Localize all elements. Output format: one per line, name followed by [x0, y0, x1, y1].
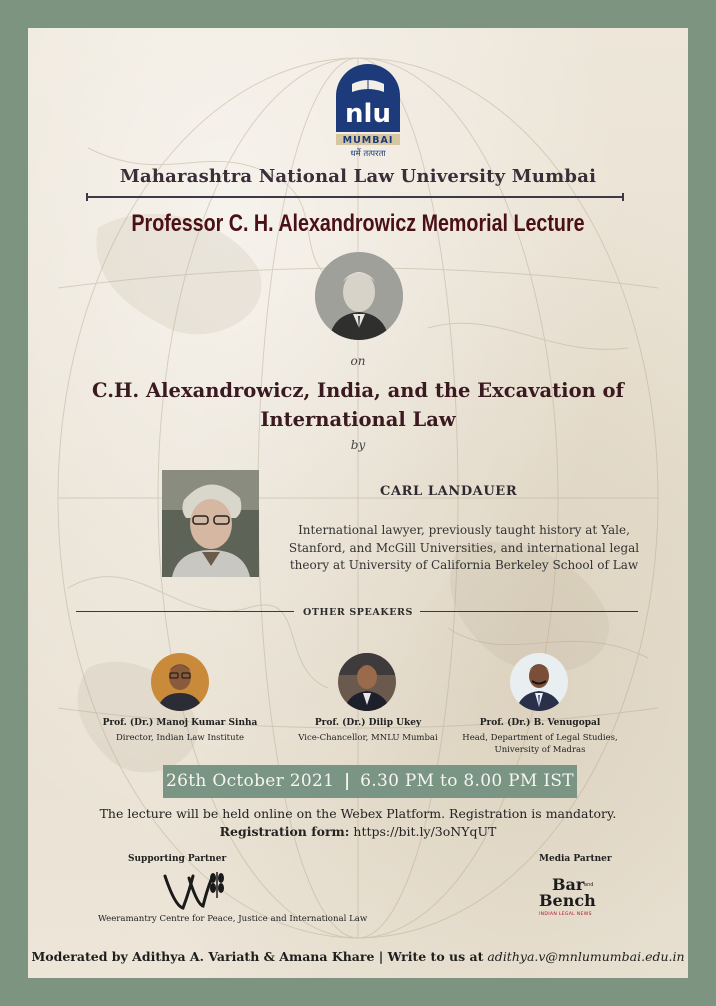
media-logo-line2: Bench: [539, 891, 596, 910]
talk-title: C.H. Alexandrowicz, India, and the Excavation of International Law: [92, 379, 624, 431]
event-date: 26th October 2021: [166, 771, 335, 791]
speaker-role-ukey: Vice-Chancellor, MNLU Mumbai: [298, 733, 438, 743]
speaker-role-venugopal: Head, Department of Legal Studies,: [462, 733, 618, 743]
weeramantry-centre-logo: [159, 868, 231, 912]
supporting-partner-label: Supporting Partner: [128, 854, 227, 864]
speaker-name-venugopal: Prof. (Dr.) B. Venugopal: [479, 718, 601, 728]
moderators-contact-line: [28, 949, 688, 964]
speaker-photo-sinha: [151, 653, 209, 711]
registration-line: [28, 824, 688, 839]
alexandrowicz-portrait: [315, 252, 403, 340]
speaker-photo-venugopal: [510, 653, 568, 711]
speaker-name-ukey: Prof. (Dr.) Dilip Ukey: [314, 718, 422, 728]
speaker-photo-ukey: [338, 653, 396, 711]
event-poster: [28, 28, 688, 978]
university-name: Maharashtra National Law University Mumbai: [119, 166, 597, 187]
logo-city-text: MUMBAI: [342, 135, 394, 146]
online-note: The lecture will be held online on the Webex Platform. Registration is mandatory.: [99, 806, 617, 821]
speaker-role-sinha: Director, Indian Law Institute: [115, 733, 245, 743]
date-separator: |: [343, 771, 351, 791]
media-logo-sub: INDIAN LEGAL NEWS: [539, 912, 592, 917]
bar-and-bench-logo: [538, 874, 608, 918]
main-speaker-name: CARL LANDAUER: [380, 484, 518, 499]
speaker-name-sinha: Prof. (Dr.) Manoj Kumar Sinha: [102, 718, 258, 728]
media-logo-line1: Bar: [552, 875, 585, 894]
logo-motto-text: धर्मे तत्परता: [350, 149, 386, 158]
registration-link[interactable]: https://bit.ly/3oNYqUT: [353, 824, 497, 839]
carl-landauer-photo: [162, 470, 259, 577]
on-label: on: [350, 354, 366, 368]
supporting-partner-name: Weeramantry Centre for Peace, Justice and International Law: [98, 914, 368, 924]
moderators-text: Moderated by Adithya A. Variath & Amana Khare | Write to us at: [31, 949, 484, 964]
speaker-role-venugopal-line2: University of Madras: [494, 745, 586, 755]
logo-main-text: nlu: [345, 99, 391, 129]
other-speakers-label: OTHER SPEAKERS: [302, 607, 414, 618]
title-divider: [86, 196, 624, 198]
contact-email[interactable]: adithya.v@mnlumumbai.edu.in: [487, 949, 685, 964]
divider-right: [420, 611, 638, 612]
registration-label: Registration form:: [219, 824, 350, 839]
event-date-time-bar: [163, 765, 577, 798]
lecture-title: Professor C. H. Alexandrowicz Memorial Lecture: [131, 210, 585, 237]
main-speaker-description: International lawyer, previously taught history at Yale, Stanford, and McGill Universities, and international legal theory at University of California Berkeley School of Law: [288, 523, 640, 572]
event-time: 6.30 PM to 8.00 PM IST: [360, 771, 574, 791]
media-logo-and: and: [584, 882, 594, 888]
nlu-mumbai-logo: [332, 48, 404, 158]
media-partner-label: Media Partner: [539, 854, 612, 864]
by-label: by: [350, 438, 366, 452]
